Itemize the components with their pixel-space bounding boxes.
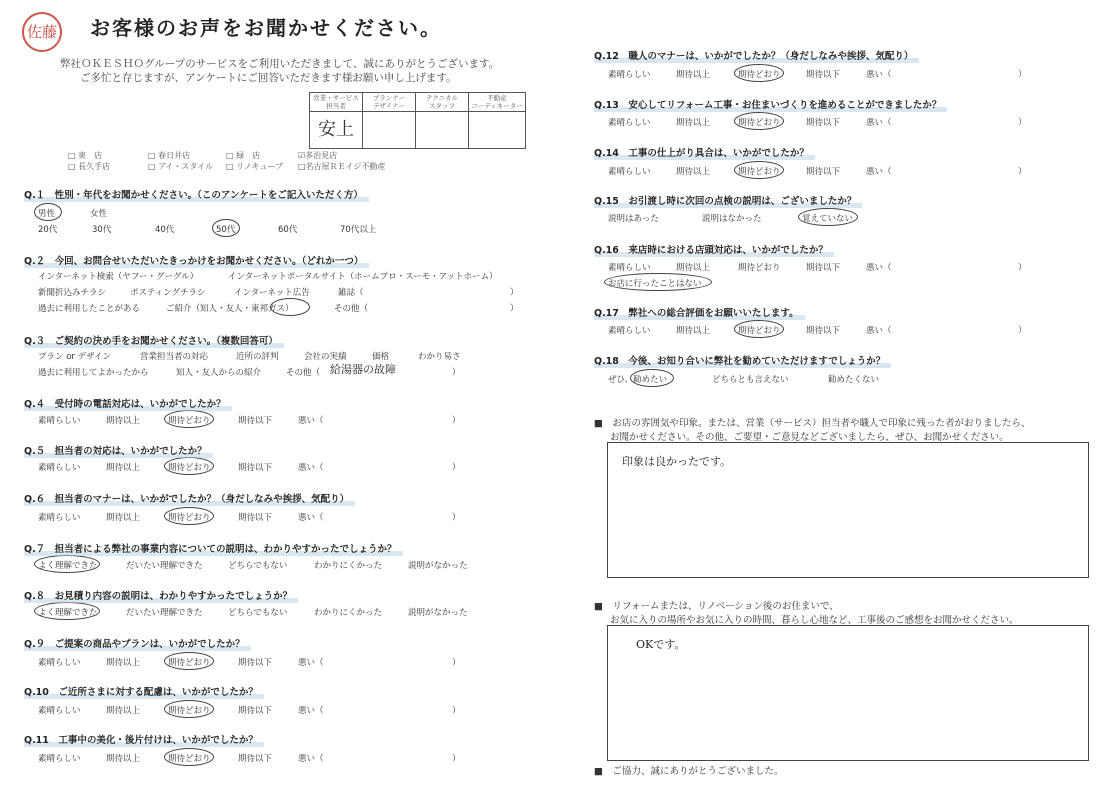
q10-opt-excellent[interactable]: 素晴らしい (38, 706, 81, 716)
q2-paren-close: ） (510, 288, 519, 298)
comment2-prompt-line-1: ■ リフォームまたは、リノベーション後のお住まいで、 (594, 601, 839, 612)
q12-opt-below[interactable]: 期待以下 (806, 70, 841, 80)
page-title: お客様のお声をお聞かせください。 (90, 16, 442, 40)
q3-opt-record[interactable]: 会社の実績 (304, 352, 347, 362)
comment2-textarea[interactable] (607, 625, 1089, 761)
answer-circle (734, 161, 784, 179)
answer-circle (164, 457, 214, 475)
footer-thanks: ■ ご協力、誠にありがとうございました。 (594, 766, 784, 777)
q10-opt-above[interactable]: 期待以上 (106, 706, 141, 716)
q17-opt-as-expected[interactable]: 期待どおり (738, 326, 781, 336)
q1-40s[interactable]: 40代 (155, 225, 175, 235)
store-midori[interactable]: □ 緑 店 (226, 151, 261, 160)
q6-paren-close: ） (452, 513, 461, 523)
answer-circle (734, 320, 784, 338)
q13-opt-below[interactable]: 期待以下 (806, 118, 841, 128)
q2-paren-close-2: ） (510, 304, 519, 314)
q4-opt-bad[interactable]: 悪い（ (298, 416, 324, 426)
answer-circle (270, 298, 310, 316)
q6-label: Q.６ 担当者のマナーは、いかがでしたか？（身だしなみや挨拶、気配り） (24, 491, 349, 505)
q11-label: Q.11 工事中の美化・後片付けは、いかがでしたか？ (24, 732, 258, 746)
q13-opt-as-expected[interactable]: 期待どおり (738, 118, 781, 128)
comment1-handwritten-answer: 印象は良かったです。 (622, 455, 732, 468)
q8-opt-understood[interactable]: よく理解できた (38, 608, 98, 618)
q3-opt-reputation[interactable]: 近所の評判 (236, 352, 279, 362)
q4-opt-above[interactable]: 期待以上 (106, 416, 141, 426)
answer-circle (164, 652, 214, 670)
q6-opt-bad[interactable]: 悪い（ (298, 513, 324, 523)
q12-opt-bad[interactable]: 悪い（ (866, 70, 892, 80)
q16-opt-never-visited[interactable]: お店に行ったことはない (608, 279, 702, 289)
answer-circle (630, 369, 674, 387)
store-istyle[interactable]: □ アイ・スタイル (148, 162, 214, 171)
q15-opt-not-explained[interactable]: 説明はなかった (702, 214, 762, 224)
q4-opt-as-expected[interactable]: 期待どおり (168, 416, 211, 426)
q17-opt-excellent[interactable]: 素晴らしい (608, 326, 651, 336)
q15-opt-dont-remember[interactable]: 覚えていない (802, 214, 854, 224)
q3-opt-price[interactable]: 価格 (372, 352, 390, 362)
q16-opt-excellent[interactable]: 素晴らしい (608, 263, 651, 273)
q11-paren-close: ） (452, 754, 461, 764)
q9-opt-excellent[interactable]: 素晴らしい (38, 658, 81, 668)
q4-paren-close: ） (452, 416, 461, 426)
q18-opt-recommend[interactable]: ぜひ、勧めたい (608, 375, 668, 385)
q7-opt-unclear[interactable]: わかりにくかった (314, 561, 383, 571)
q11-opt-below[interactable]: 期待以下 (238, 754, 273, 764)
q13-opt-above[interactable]: 期待以上 (676, 118, 711, 128)
q13-paren-close: ） (1018, 118, 1027, 128)
q18-opt-neither[interactable]: どちらとも言えない (712, 375, 789, 385)
staff-header-planner: プランナー デザイナー (363, 93, 416, 112)
q2-opt-portal[interactable]: インターネットポータルサイト（ホームプロ・スーモ・アットホーム） (228, 272, 498, 282)
q2-opt-other[interactable]: その他（ (334, 304, 369, 314)
q9-opt-above[interactable]: 期待以上 (106, 658, 141, 668)
q7-label: Q.７ 担当者による弊社の事業内容についての説明は、わかりやすかったでしょうか？ (24, 541, 397, 555)
q11-opt-excellent[interactable]: 素晴らしい (38, 754, 81, 764)
q17-opt-below[interactable]: 期待以下 (806, 326, 841, 336)
q3-opt-other[interactable]: その他（ (286, 368, 321, 378)
answer-circle (212, 219, 240, 237)
q9-opt-below[interactable]: 期待以下 (238, 658, 273, 668)
q4-opt-below[interactable]: 期待以下 (238, 416, 273, 426)
q16-opt-below[interactable]: 期待以下 (806, 263, 841, 273)
q8-opt-unclear[interactable]: わかりにくかった (314, 608, 383, 618)
q1-male[interactable]: 男性 (38, 209, 56, 219)
store-nagakute[interactable]: □ 長久手店 (68, 162, 111, 171)
q8-opt-mostly[interactable]: だいたい理解できた (126, 608, 203, 618)
q2-opt-past-use[interactable]: 過去に利用したことがある (38, 304, 141, 314)
q17-paren-close: ） (1018, 326, 1027, 336)
q9-label: Q.９ ご提案の商品やプランは、いかがでしたか？ (24, 636, 245, 650)
q11-opt-as-expected[interactable]: 期待どおり (168, 754, 211, 764)
comment1-prompt-line-1: ■ お店の雰囲気や印象。または、営業（サービス）担当者や職人で印象に残った者がおりましたら、 (594, 418, 1031, 429)
comment1-prompt-line-2: お聞かせください。その他、ご要望・ご意見などございましたら、ぜひ、お聞かせください。 (610, 432, 1009, 443)
staff-header-technical: テクニカル スタッフ (416, 93, 469, 112)
q10-opt-below[interactable]: 期待以下 (238, 706, 273, 716)
q6-opt-below[interactable]: 期待以下 (238, 513, 273, 523)
q1-50s[interactable]: 50代 (216, 225, 236, 235)
q1-70s[interactable]: 70代以上 (340, 225, 377, 235)
q1-label: Q.１ 性別・年代をお聞かせください。（このアンケートをご記入いただく方） (24, 187, 363, 201)
q2-opt-magazine[interactable]: 雑誌（ (338, 288, 364, 298)
q9-paren-close: ） (452, 658, 461, 668)
q14-opt-below[interactable]: 期待以下 (806, 167, 841, 177)
answer-circle (798, 208, 858, 226)
q3-opt-friend[interactable]: 知人・友人からの紹介 (176, 368, 262, 378)
q6-opt-as-expected[interactable]: 期待どおり (168, 513, 211, 523)
q3-label: Q.３ ご契約の決め手をお聞かせください。（複数回答可） (24, 333, 278, 347)
answer-circle (34, 602, 100, 620)
q14-label: Q.14 工事の仕上がり具合は、いかがでしたか？ (594, 145, 809, 159)
q7-opt-understood[interactable]: よく理解できた (38, 561, 98, 571)
q3-opt-plan[interactable]: プラン or デザイン (38, 352, 112, 362)
store-renocube[interactable]: □ リノキューブ (226, 162, 284, 171)
answer-circle (34, 203, 62, 221)
q3-handwritten-note: 給湯器の故障 (330, 363, 396, 376)
q1-20s[interactable]: 20代 (38, 225, 58, 235)
comment2-handwritten-answer: OKです。 (636, 638, 686, 651)
seal-stamp: 佐藤 (22, 12, 62, 52)
q3-opt-staff[interactable]: 営業担当者の対応 (140, 352, 209, 362)
q11-opt-above[interactable]: 期待以上 (106, 754, 141, 764)
q10-opt-bad[interactable]: 悪い（ (298, 706, 324, 716)
q5-opt-bad[interactable]: 悪い（ (298, 463, 324, 473)
q12-opt-as-expected[interactable]: 期待どおり (738, 70, 781, 80)
answer-circle (34, 555, 100, 573)
q18-label: Q.18 今後、お知り合いに弊社を勧めていただけますでしょうか？ (594, 353, 885, 367)
q12-label: Q.12 職人のマナーは、いかがでしたか？（身だしなみや挨拶、気配り） (594, 48, 913, 62)
q10-opt-as-expected[interactable]: 期待どおり (168, 706, 211, 716)
q13-label: Q.13 安心してリフォーム工事・お住まいづくりを進めることができましたか？ (594, 97, 941, 111)
staff-signature: 安上 (310, 112, 363, 149)
q13-opt-excellent[interactable]: 素晴らしい (608, 118, 651, 128)
q13-opt-bad[interactable]: 悪い（ (866, 118, 892, 128)
q2-opt-net-ad[interactable]: インターネット広告 (234, 288, 310, 298)
q3-opt-clarity[interactable]: わかり易さ (418, 352, 461, 362)
q14-paren-close: ） (1018, 167, 1027, 177)
q8-label: Q.８ お見積り内容の説明は、わかりやすかったでしょうか？ (24, 588, 292, 602)
staff-header-sales: 営業・サービス 担当者 (310, 93, 363, 112)
q11-opt-bad[interactable]: 悪い（ (298, 754, 324, 764)
q17-opt-bad[interactable]: 悪い（ (866, 326, 892, 336)
q1-female[interactable]: 女性 (90, 209, 108, 219)
q12-opt-above[interactable]: 期待以上 (676, 70, 711, 80)
q3-opt-past[interactable]: 過去に利用してよかったから (38, 368, 149, 378)
answer-circle (164, 507, 214, 525)
q12-paren-close: ） (1018, 70, 1027, 80)
q14-opt-bad[interactable]: 悪い（ (866, 167, 892, 177)
answer-circle (734, 112, 784, 130)
q2-opt-flyer[interactable]: 新聞折込みチラシ (38, 288, 107, 298)
q6-opt-excellent[interactable]: 素晴らしい (38, 513, 81, 523)
q16-opt-bad[interactable]: 悪い（ (866, 263, 892, 273)
q4-opt-excellent[interactable]: 素晴らしい (38, 416, 81, 426)
q2-opt-referral[interactable]: ご紹介（知人・友人・東邦ガス） (166, 304, 294, 314)
q2-label: Q.２ 今回、お問合せいただいたきっかけをお聞かせください。（どれか一つ） (24, 253, 363, 267)
q1-30s[interactable]: 30代 (92, 225, 112, 235)
q16-label: Q.16 来店時における店頭対応は、いかがでしたか？ (594, 242, 828, 256)
answer-circle (604, 273, 712, 291)
q14-opt-above[interactable]: 期待以上 (676, 167, 711, 177)
q7-opt-none[interactable]: 説明がなかった (408, 561, 468, 571)
q5-opt-above[interactable]: 期待以上 (106, 463, 141, 473)
q3-paren-close: ） (452, 368, 461, 378)
q8-opt-none[interactable]: 説明がなかった (408, 608, 468, 618)
q5-opt-as-expected[interactable]: 期待どおり (168, 463, 211, 473)
q5-opt-excellent[interactable]: 素晴らしい (38, 463, 81, 473)
q7-opt-neither[interactable]: どちらでもない (228, 561, 288, 571)
intro-line-1: 弊社ＯＫＥＳＨＯグループのサービスをご利用いただきまして、誠にありがとうございます。 (60, 58, 500, 70)
q4-label: Q.４ 受付時の電話対応は、いかがでしたか？ (24, 396, 226, 410)
store-nagoya-re[interactable]: □名古屋ＲＥイジ不動産 (298, 162, 386, 171)
answer-circle (164, 748, 214, 766)
answer-circle (734, 64, 784, 82)
q8-opt-neither[interactable]: どちらでもない (228, 608, 288, 618)
q16-opt-as-expected[interactable]: 期待どおり (738, 263, 781, 273)
q2-opt-search[interactable]: インターネット検索（ヤフー・グーグル） (38, 272, 199, 282)
q1-60s[interactable]: 60代 (278, 225, 298, 235)
staff-table (309, 92, 526, 149)
q5-label: Q.５ 担当者の対応は、いかがでしたか？ (24, 443, 207, 457)
staff-header-realestate: 不動産 コーディネーター (469, 93, 526, 112)
intro-line-2: ご多忙と存じますが、アンケートにご回答いただきます様お願い申し上げます。 (80, 72, 457, 84)
q2-opt-posting[interactable]: ポスティングチラシ (130, 288, 206, 298)
q17-label: Q.17 弊社への総合評価をお願いいたします。 (594, 305, 799, 319)
answer-circle (164, 700, 214, 718)
q9-opt-bad[interactable]: 悪い（ (298, 658, 324, 668)
q15-label: Q.15 お引渡し時に次回の点検の説明は、ございましたか？ (594, 193, 856, 207)
q5-opt-below[interactable]: 期待以下 (238, 463, 273, 473)
q7-opt-mostly[interactable]: だいたい理解できた (126, 561, 203, 571)
q14-opt-as-expected[interactable]: 期待どおり (738, 167, 781, 177)
q16-opt-above[interactable]: 期待以上 (676, 263, 711, 273)
store-higashi[interactable]: □ 東 店 (68, 151, 103, 160)
q5-paren-close: ） (452, 463, 461, 473)
store-tajimi[interactable]: ☑多治見店 (298, 151, 338, 160)
q16-paren-close: ） (1018, 263, 1027, 273)
q9-opt-as-expected[interactable]: 期待どおり (168, 658, 211, 668)
comment2-prompt-line-2: お気に入りの場所やお気に入りの時間、暮らし心地など、工事後のご感想をお聞かせください。 (610, 615, 1019, 626)
answer-circle (164, 410, 214, 428)
q12-opt-excellent[interactable]: 素晴らしい (608, 70, 651, 80)
q10-label: Q.10 ご近所さまに対する配慮は、いかがでしたか？ (24, 684, 258, 698)
q18-opt-not-recommend[interactable]: 勧めたくない (828, 375, 880, 385)
q6-opt-above[interactable]: 期待以上 (106, 513, 141, 523)
store-kasugai[interactable]: □ 春日井店 (148, 151, 191, 160)
comment1-textarea[interactable] (607, 442, 1089, 578)
q14-opt-excellent[interactable]: 素晴らしい (608, 167, 651, 177)
q17-opt-above[interactable]: 期待以上 (676, 326, 711, 336)
q10-paren-close: ） (452, 706, 461, 716)
q15-opt-explained[interactable]: 説明はあった (608, 214, 659, 224)
